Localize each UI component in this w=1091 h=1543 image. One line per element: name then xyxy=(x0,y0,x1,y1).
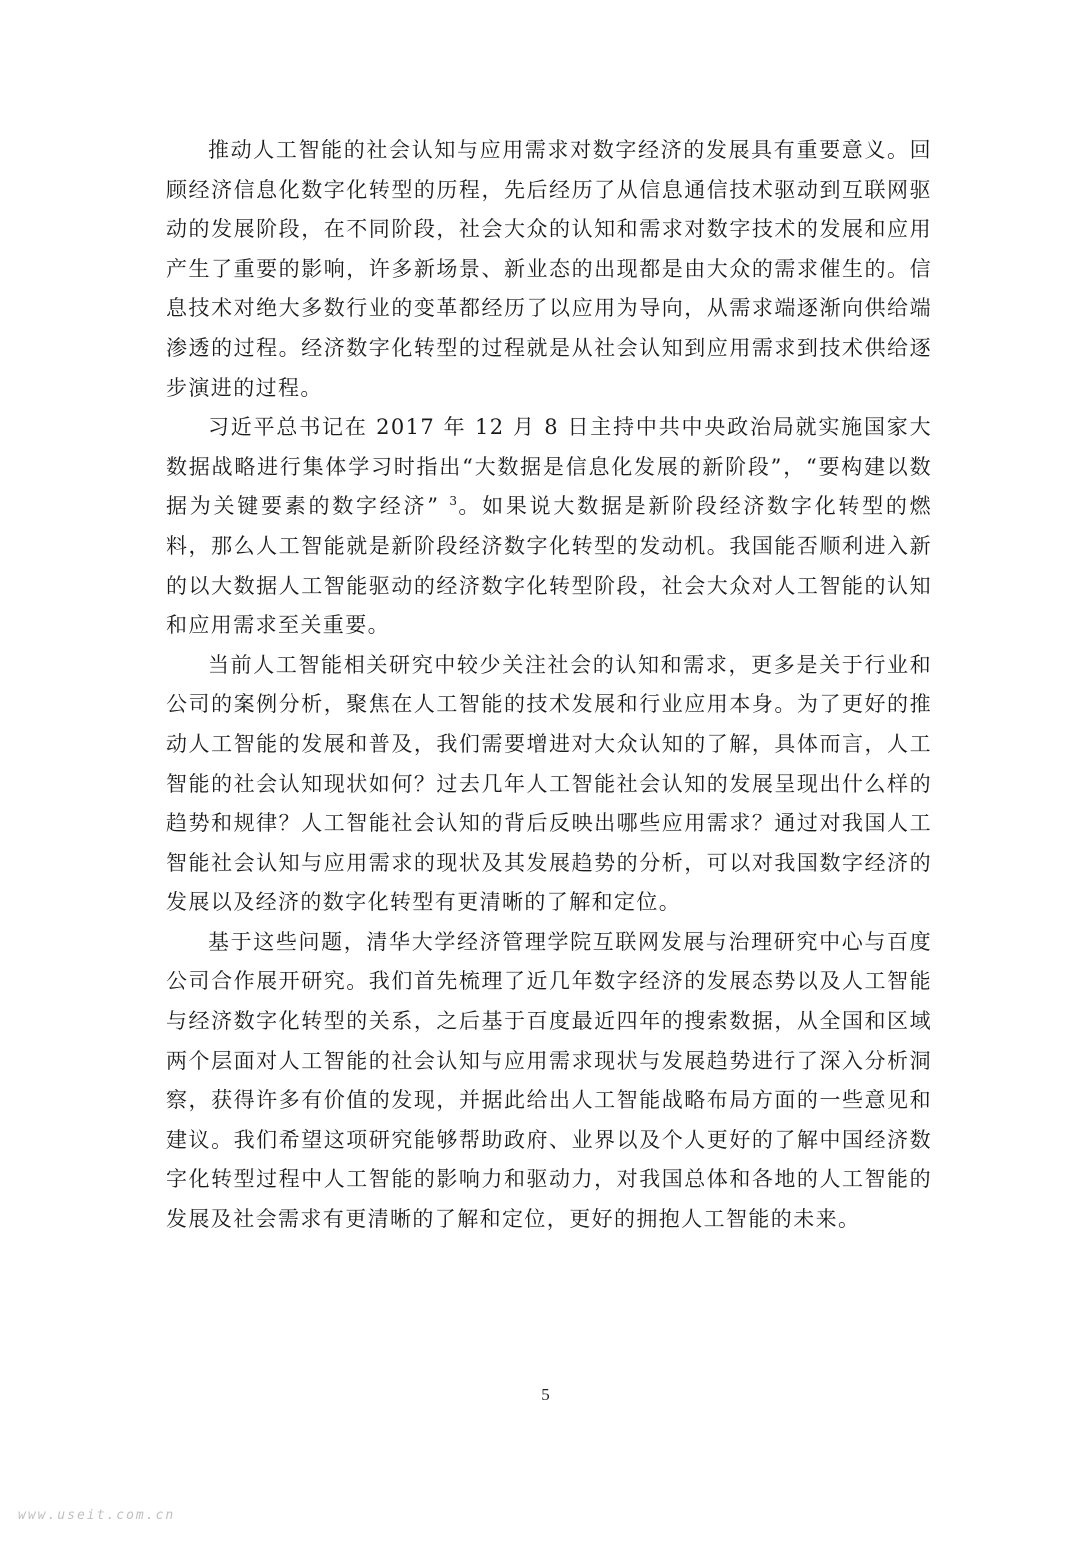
paragraph-3: 当前人工智能相关研究中较少关注社会的认知和需求，更多是关于行业和公司的案例分析，聚焦在人工智能的技术发展和行业应用本身。为了更好的推动人工智能的发展和普及，我们需要增进对大众认知的了解，具体而言，人工智能的社会认知现状如何？过去几年人工智能社会认知的发展呈现出什么样的趋势和规律？人工智能社会认知的背后反映出哪些应用需求？通过对我国人工智能社会认知与应用需求的现状及其发展趋势的分析，可以对我国数字经济的发展以及经济的数字化转型有更清晰的了解和定位。 xyxy=(166,652,932,915)
watermark: www.useit.com.cn xyxy=(18,1508,176,1523)
footnote-marker[interactable]: 3 xyxy=(449,494,458,509)
paragraph-1: 推动人工智能的社会认知与应用需求对数字经济的发展具有重要意义。回顾经济信息化数字化转型的历程，先后经历了从信息通信技术驱动到互联网驱动的发展阶段，在不同阶段，社会大众的认知和需求对数字技术的发展和应用产生了重要的影响，许多新场景、新业态的出现都是由大众的需求催生的。信息技术对绝大多数行业的变革都经历了以应用为导向，从需求端逐渐向供给端渗透的过程。经济数字化转型的过程就是从社会认知到应用需求到技术供给逐步演进的过程。 xyxy=(166,138,932,400)
body-text xyxy=(166,131,932,1240)
paragraph-2-text-before: 习近平总书记在 2017 年 12 月 8 日主持中共中央政治局就实施国家大数据战略进行集体学习时指出“大数据是信息化发展的新阶段”，“要构建以数据为关键要素的数字经济” xyxy=(166,415,932,519)
paragraph-2 xyxy=(166,408,932,646)
paragraph-2-text-after: 。如果说大数据是新阶段经济数字化转型的燃料，那么人工智能就是新阶段经济数字化转型的发动机。我国能否顺利进入新的以大数据人工智能驱动的经济数字化转型阶段，社会大众对人工智能的认知和应用需求至关重要。 xyxy=(166,494,932,638)
paragraph-4: 基于这些问题，清华大学经济管理学院互联网发展与治理研究中心与百度公司合作展开研究。我们首先梳理了近几年数字经济的发展态势以及人工智能与经济数字化转型的关系，之后基于百度最近四年的搜索数据，从全国和区域两个层面对人工智能的社会认知与应用需求现状与发展趋势进行了深入分析洞察，获得许多有价值的发现，并据此给出人工智能战略布局方面的一些意见和建议。我们希望这项研究能够帮助政府、业界以及个人更好的了解中国经济数字化转型过程中人工智能的影响力和驱动力，对我国总体和各地的人工智能的发展及社会需求有更清晰的了解和定位，更好的拥抱人工智能的未来。 xyxy=(166,929,932,1232)
page-number: 5 xyxy=(541,1385,550,1404)
